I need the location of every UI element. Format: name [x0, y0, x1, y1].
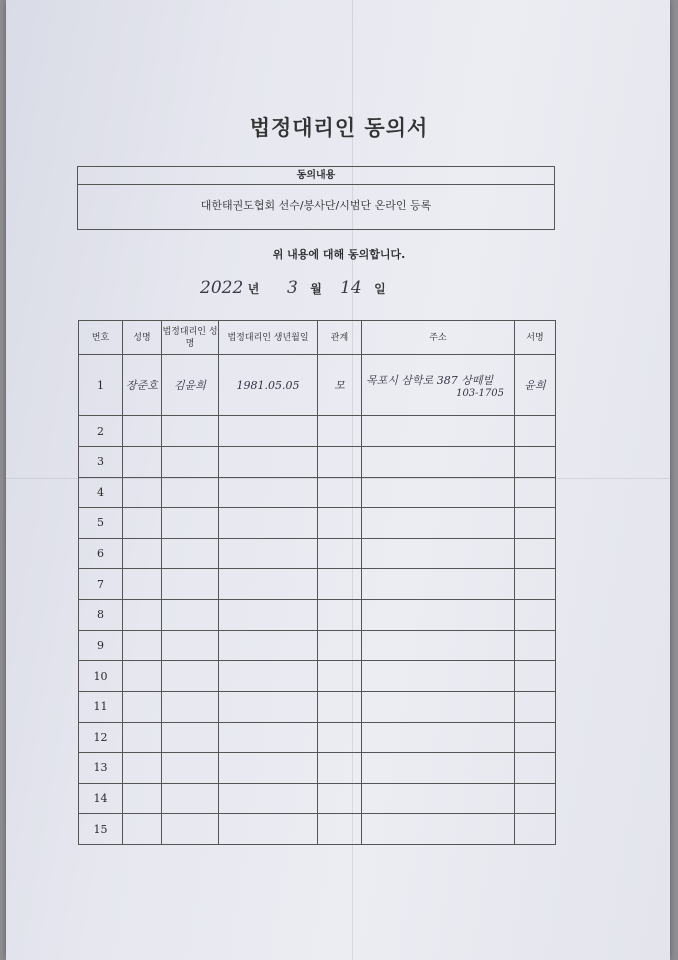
guardian-birth-cell: [219, 783, 318, 814]
document-title: 법정대리인 동의서: [249, 116, 429, 140]
row-number: 11: [79, 691, 123, 722]
student-name-cell: [123, 814, 162, 845]
address-cell: [362, 661, 515, 692]
address-unit: 103-1705: [456, 387, 504, 399]
guardian-birth-cell: [219, 416, 318, 447]
guardian-name-cell: 김윤희: [162, 355, 219, 416]
signature-cell: [515, 416, 556, 447]
student-name-cell: [123, 446, 162, 477]
row-number: 5: [79, 508, 123, 539]
consent-header: 동의내용: [78, 167, 554, 185]
relation-cell: [318, 722, 362, 753]
relation-cell: [318, 600, 362, 631]
row-number: 8: [79, 600, 123, 631]
guardian-birth-cell: 1981.05.05: [219, 355, 318, 416]
address-cell: [362, 600, 515, 631]
signature-cell: [515, 783, 556, 814]
table-row: [79, 355, 556, 416]
signature-cell: [515, 538, 556, 569]
date-year-value: 2022: [200, 278, 244, 298]
guardian-birth-cell: [219, 630, 318, 661]
table-row: [79, 630, 556, 661]
relation-cell: [318, 416, 362, 447]
address-cell: [362, 508, 515, 539]
student-name-cell: [123, 691, 162, 722]
student-name-cell: [123, 508, 162, 539]
row-number: 1: [79, 355, 123, 416]
row-number: 14: [79, 783, 123, 814]
guardian-name-cell: [162, 722, 219, 753]
address-cell: [362, 569, 515, 600]
header-no: 번호: [79, 321, 123, 355]
row-number: 10: [79, 661, 123, 692]
row-number: 9: [79, 630, 123, 661]
header-guardian-name: 법정대리인 성명: [162, 321, 219, 355]
student-name-cell: 장준호: [123, 355, 162, 416]
date-month-label: 월: [310, 282, 322, 296]
row-number: 6: [79, 538, 123, 569]
guardian-birth-cell: [219, 477, 318, 508]
row-number: 12: [79, 722, 123, 753]
header-signature: 서명: [515, 321, 556, 355]
address-cell: [362, 630, 515, 661]
guardian-birth-cell: [219, 508, 318, 539]
address-cell: [362, 753, 515, 784]
signature-cell: [515, 691, 556, 722]
table-row: [79, 753, 556, 784]
table-row: [79, 508, 556, 539]
signature-cell: [515, 814, 556, 845]
guardian-birth-cell: [219, 753, 318, 784]
table-row: [79, 416, 556, 447]
student-name-cell: [123, 538, 162, 569]
address-main: 목포시 삼학로 387 상떼빌: [366, 373, 494, 387]
guardian-birth-cell: [219, 691, 318, 722]
guardian-birth-cell: [219, 814, 318, 845]
row-number: 7: [79, 569, 123, 600]
guardian-birth-cell: [219, 722, 318, 753]
guardian-birth-cell: [219, 600, 318, 631]
signature-cell: [515, 630, 556, 661]
student-name-cell: [123, 600, 162, 631]
guardian-table: [78, 320, 556, 845]
table-row: [79, 446, 556, 477]
date-month-value: 3: [287, 278, 298, 298]
table-row: [79, 722, 556, 753]
guardian-birth-cell: [219, 661, 318, 692]
table-row: [79, 569, 556, 600]
guardian-birth-cell: [219, 446, 318, 477]
address-cell: [362, 446, 515, 477]
address-cell: [362, 814, 515, 845]
relation-cell: [318, 569, 362, 600]
student-name-cell: [123, 416, 162, 447]
relation-cell: [318, 814, 362, 845]
table-row: [79, 477, 556, 508]
signature-cell: [515, 722, 556, 753]
guardian-name-cell: [162, 416, 219, 447]
signature-cell: [515, 600, 556, 631]
relation-cell: [318, 477, 362, 508]
table-row: [79, 783, 556, 814]
guardian-name-cell: [162, 569, 219, 600]
relation-cell: [318, 661, 362, 692]
guardian-birth-cell: [219, 569, 318, 600]
relation-cell: [318, 630, 362, 661]
signature-cell: [515, 661, 556, 692]
date-day: [340, 278, 386, 302]
student-name-cell: [123, 661, 162, 692]
relation-cell: [318, 691, 362, 722]
address-cell: [362, 416, 515, 447]
date-day-label: 일: [374, 282, 386, 296]
address-cell: [362, 477, 515, 508]
consent-content: 대한태권도협회 선수/봉사단/시범단 온라인 등록: [200, 199, 432, 212]
header-relation: 관계: [318, 321, 362, 355]
date-year-label: 년: [247, 282, 260, 296]
table-row: [79, 691, 556, 722]
guardian-name-cell: [162, 661, 219, 692]
relation-cell: [318, 538, 362, 569]
relation-cell: [318, 753, 362, 784]
student-name-cell: [123, 783, 162, 814]
header-guardian-birth: 법정대리인 생년월일: [219, 321, 318, 355]
address-cell: [362, 538, 515, 569]
address-cell: [362, 355, 515, 416]
date-year: [200, 278, 259, 302]
signature-cell: [515, 753, 556, 784]
address-cell: [362, 691, 515, 722]
guardian-name-cell: [162, 538, 219, 569]
signature-cell: [515, 508, 556, 539]
signature-cell: [515, 477, 556, 508]
relation-cell: [318, 446, 362, 477]
signature-cell: 윤희: [515, 355, 556, 416]
table-header-row: [79, 321, 556, 355]
row-number: 4: [79, 477, 123, 508]
signature-cell: [515, 446, 556, 477]
consent-box: [77, 166, 555, 230]
student-name-cell: [123, 753, 162, 784]
guardian-name-cell: [162, 783, 219, 814]
guardian-birth-cell: [219, 538, 318, 569]
header-address: 주소: [362, 321, 515, 355]
address-cell: [362, 722, 515, 753]
row-number: 3: [79, 446, 123, 477]
relation-cell: [318, 783, 362, 814]
guardian-name-cell: [162, 508, 219, 539]
row-number: 13: [79, 753, 123, 784]
table-row: [79, 600, 556, 631]
guardian-name-cell: [162, 814, 219, 845]
table-row: [79, 814, 556, 845]
student-name-cell: [123, 722, 162, 753]
student-name-cell: [123, 630, 162, 661]
student-name-cell: [123, 569, 162, 600]
student-name-cell: [123, 477, 162, 508]
header-name: 성명: [123, 321, 162, 355]
table-row: [79, 661, 556, 692]
row-number: 2: [79, 416, 123, 447]
agree-statement: 위 내용에 대해 동의합니다.: [272, 248, 406, 261]
table-row: [79, 538, 556, 569]
signature-cell: [515, 569, 556, 600]
guardian-name-cell: [162, 600, 219, 631]
address-cell: [362, 783, 515, 814]
guardian-name-cell: [162, 753, 219, 784]
guardian-name-cell: [162, 446, 219, 477]
row-number: 15: [79, 814, 123, 845]
table-body: [79, 355, 556, 845]
relation-cell: 모: [318, 355, 362, 416]
guardian-name-cell: [162, 691, 219, 722]
guardian-name-cell: [162, 477, 219, 508]
relation-cell: [318, 508, 362, 539]
date-day-value: 14: [340, 278, 362, 298]
guardian-name-cell: [162, 630, 219, 661]
date-month: [287, 278, 322, 302]
